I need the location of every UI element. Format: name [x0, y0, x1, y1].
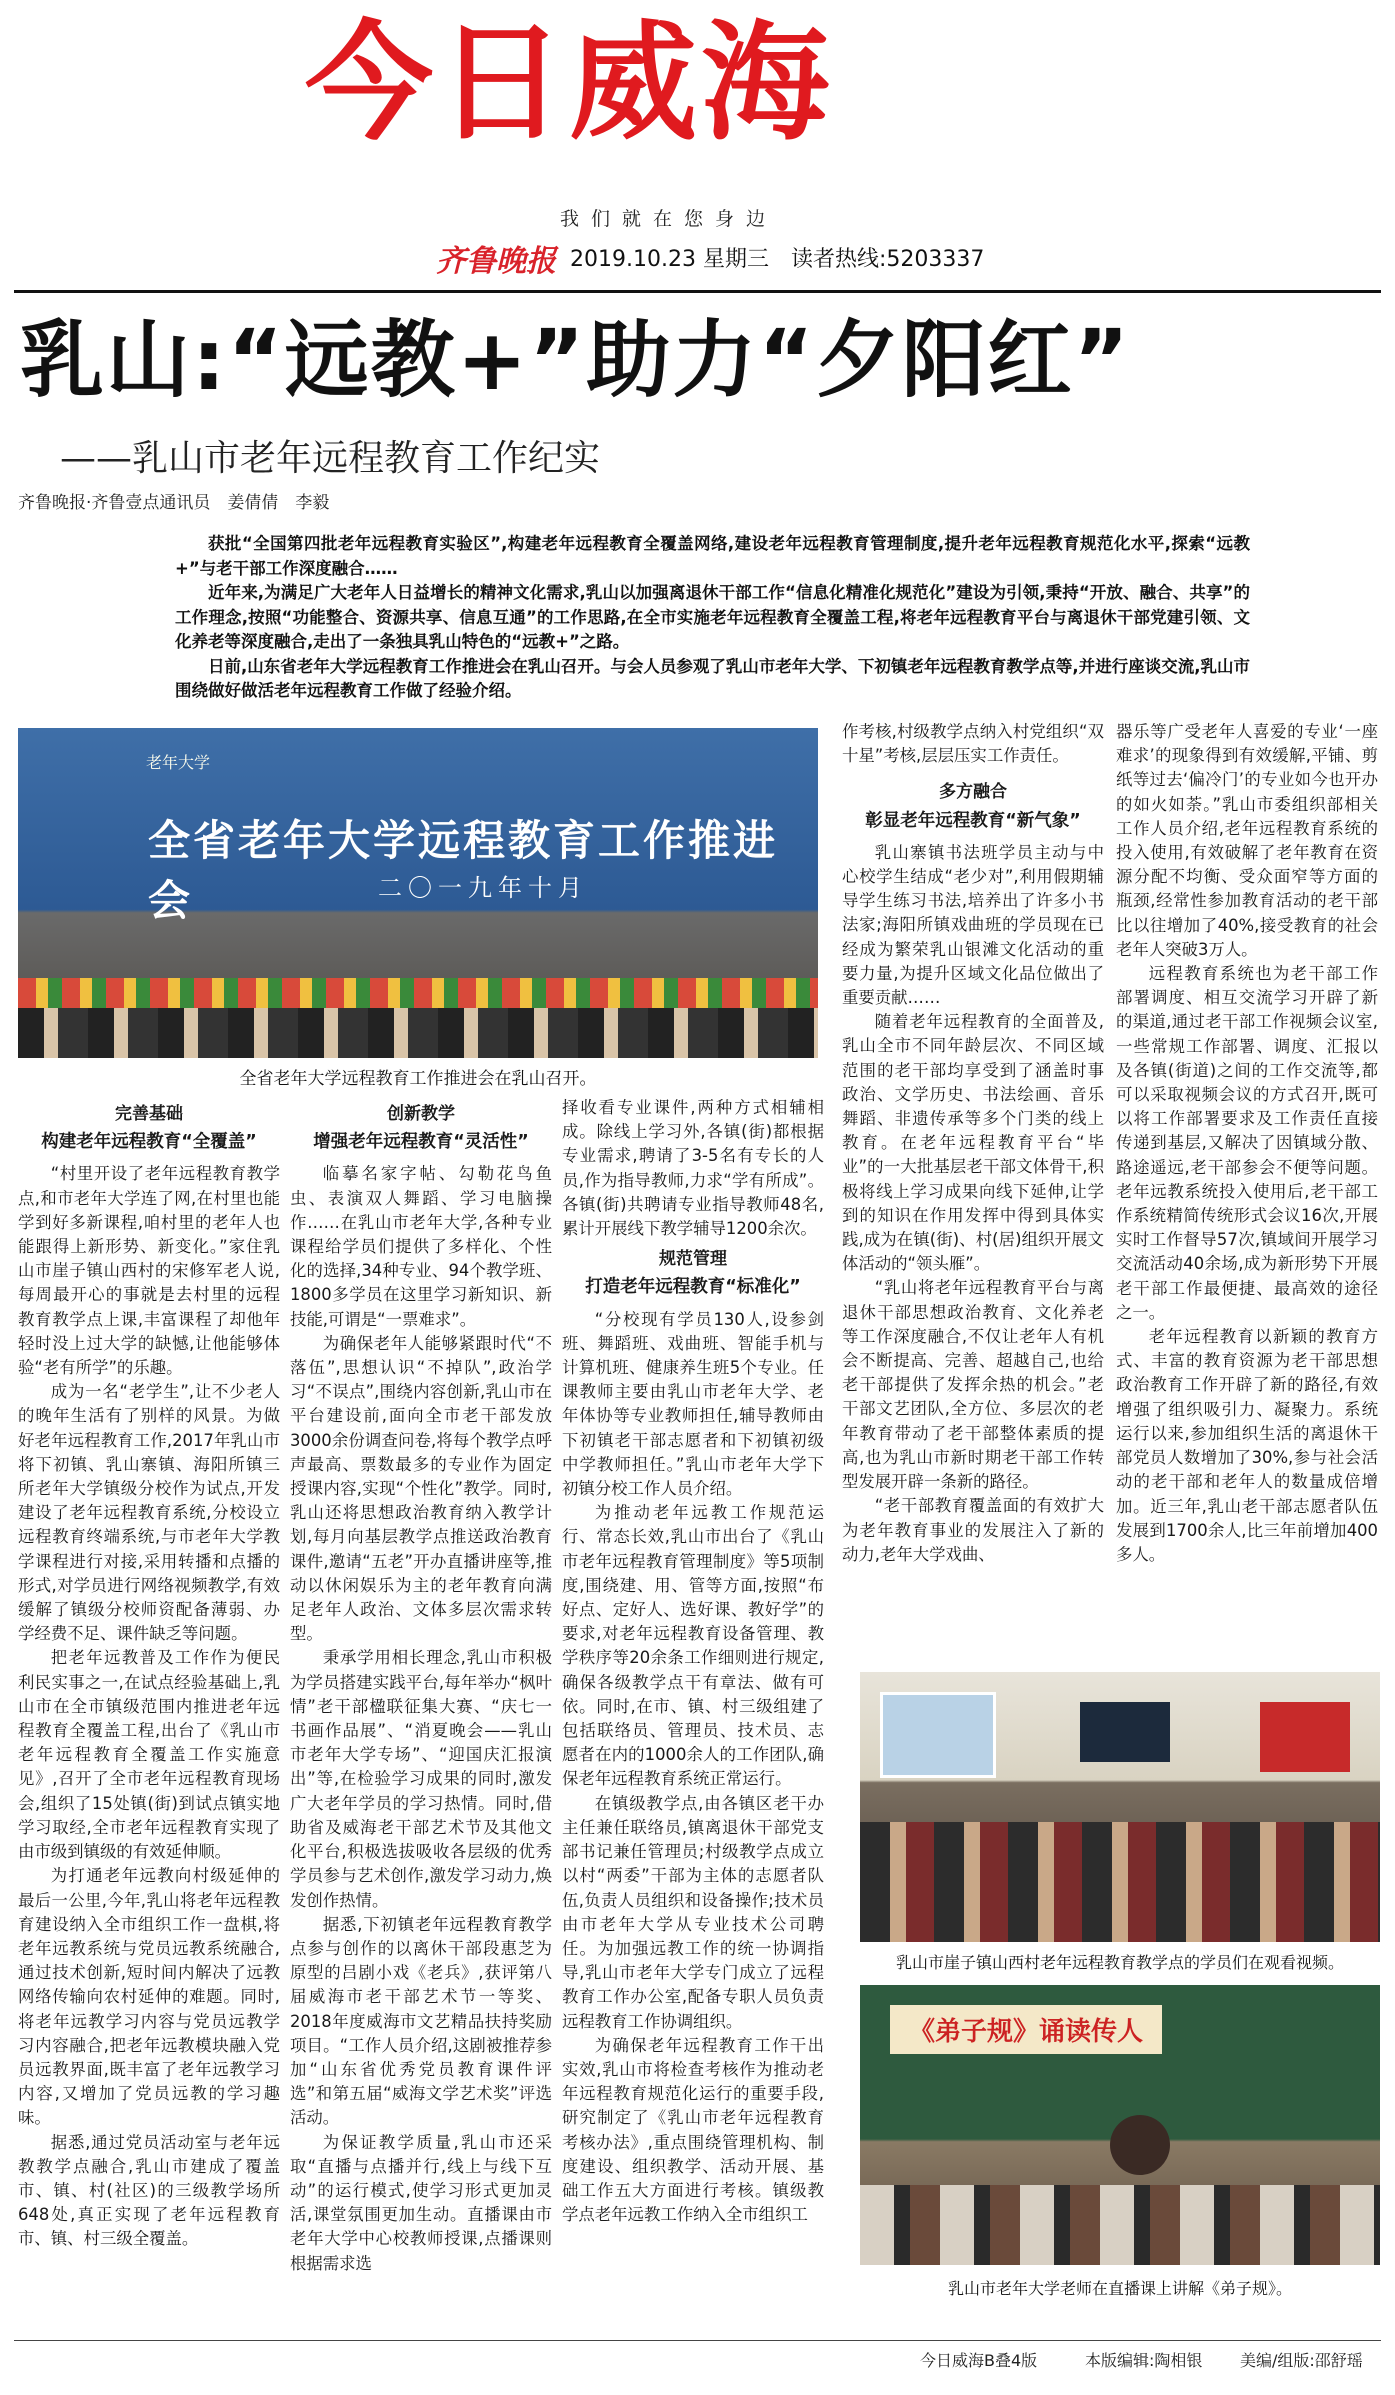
masthead-title: 今日威海	[305, 9, 834, 158]
body-paragraph: 乳山寨镇书法班学员主动与中心校学生结成“老少对”,利用假期辅导学生练习书法,培养出了许多小书法家;海阳所镇戏曲班的学员现在已经成为繁荣乳山银滩文化活动的重要力量,为提升区域文化品位做出了重要贡献……	[842, 842, 1104, 1008]
headline: 乳山:“远教+”助力“夕阳红”	[20, 311, 1131, 409]
column-1	[18, 1096, 280, 2252]
section-kicker: 多方融合	[939, 782, 1007, 803]
section-kicker: 创新教学	[387, 1104, 455, 1124]
section-title: 增强老年远程教育“灵活性”	[313, 1132, 529, 1153]
body-paragraph: 成为一名“老学生”,让不少老人的晚年生活有了别样的风景。为做好老年远程教育工作,2017年乳山市将下初镇、乳山寨镇、海阳所镇三所老年大学镇级分校作为试点,开发建设了老年远程教育系统,分校设立远程教育终端系统,与市老年大学教学课程进行对接,采用转播和点播的形式,对学员进行网络视频教学,有效缓解了镇级分校师资配备薄弱、办学经费不足、课件缺乏等问题。	[18, 1382, 280, 1644]
body-paragraph: 为打通老年远教向村级延伸的最后一公里,今年,乳山将老年远程教育建设纳入全市组织工作一盘棋,将老年远教系统与党员远教系统融合,通过技术创新,短时间内解决了远教网络传输向农村延伸的难题。同时,将老年远教学习内容与党员远教学习内容融合,把老年远教模块融入党员远教界面,既丰富了老年远教学习内容,又增加了党员远教的学习趣味。	[18, 1866, 280, 2128]
body-paragraph: 临摹名家字帖、勾勒花鸟鱼虫、表演双人舞蹈、学习电脑操作……在乳山市老年大学,各种专业课程给学员们提供了多样化、个性化的选择,34种专业、94个教学班、1800多学员在这里学习新知识、新技能,可谓是“一票难求”。	[290, 1164, 552, 1329]
body-paragraph: “老干部教育覆盖面的有效扩大为老年教育事业的发展注入了新的动力,老年大学戏曲、	[842, 1496, 1104, 1564]
section-kicker: 规范管理	[659, 1249, 727, 1270]
body-paragraph: “乳山将老年远程教育平台与离退休干部思想政治教育、文化养老等工作深度融合,不仅让老年人有机会不断提高、完善、超越自己,也给老干部提供了发挥余热的机会。”老干部文艺团队,全方位、多层次的老年教育带动了老干部整体素质的提高,也为乳山市新时期老干部工作转型发展开辟一条新的路径。	[842, 1278, 1104, 1492]
body-paragraph: 在镇级教学点,由各镇区老干办主任兼任联络员,镇离退休干部党支部书记兼任管理员;村级教学点成立以村“两委”干部为主体的志愿者队伍,负责人员组织和设备操作;技术员由市老年大学从专业技术公司聘任。为加强远教工作的统一协调指导,乳山市老年大学专门成立了远程教育工作办公室,配备专职人员负责远程教育工作协调组织。	[562, 1793, 824, 2031]
footer-page: 今日威海B叠4版	[920, 2351, 1038, 2370]
teacher	[1110, 2115, 1170, 2175]
body-paragraph: 为确保老年远程教育工作干出实效,乳山市将检查考核作为推动老年远程教育规范化运行的重要手段,研究制定了《乳山市老年远程教育考核办法》,重点围绕管理机构、制度建设、组织教学、活动开展、基础工作五大方面进行考核。镇级教学点老年远教工作纳入全市组织工	[562, 2035, 824, 2225]
photo1-caption: 全省老年大学远程教育工作推进会在乳山召开。	[239, 1069, 597, 1089]
lead-paragraph: 日前,山东省老年大学远程教育工作推进会在乳山召开。与会人员参观了乳山市老年大学、下初镇老年远程教育教学点等,并进行座谈交流,乳山市围绕做好做活老年远程教育工作做了经验介绍。	[175, 656, 1250, 700]
lead-paragraph: 获批“全国第四批老年远程教育实验区”,构建老年远程教育全覆盖网络,建设老年远程教育管理制度,提升老年远程教育规范化水平,探索“远教+”与老干部工作深度融合……	[175, 534, 1250, 578]
date-line	[570, 242, 984, 273]
meeting-photo	[18, 728, 818, 1058]
audience	[860, 2185, 1380, 2265]
masthead-slogan: 我们就在您身边	[560, 208, 778, 230]
section-title: 构建老年远程教育“全覆盖”	[41, 1132, 257, 1153]
body-paragraph: “村里开设了老年远程教育教学点,和市老年大学连了网,在村里也能学到好多新课程,咱村里的老年人也能跟得上新形势、新变化。”家住乳山市崖子镇山西村的宋修军老人说,每周最开心的事就是去村里的远程教育教学点上课,丰富课程了却他年轻时没上过大学的缺憾,让他能够体验“老有所学”的乐趣。	[18, 1164, 280, 1378]
body-paragraph: “分校现有学员130人,设参剑班、舞蹈班、戏曲班、智能手机与计算机班、健康养生班5个专业。任课教师主要由乳山市老年大学、老年体协等专业教师担任,辅导教师由下初镇老干部志愿者和下初镇初级中学教师担任。”乳山市老年大学下初镇分校工作人员介绍。	[562, 1309, 824, 1499]
lecture-photo	[860, 1985, 1380, 2265]
top-rule	[14, 290, 1381, 293]
issue-date: 2019.10.23 星期三	[570, 247, 769, 272]
footer-editor: 本版编辑:陶相银	[1085, 2351, 1203, 2370]
lead-paragraphs	[175, 532, 1250, 704]
lead-paragraph: 近年来,为满足广大老年人日益增长的精神文化需求,乳山以加强离退休干部工作“信息化精准化规范化”建设为引领,秉持“开放、融合、共享”的工作理念,按照“功能整合、资源共享、信息互通”的工作思路,在全市实施老年远程教育全覆盖工程,将老年远程教育平台与离退休干部党建引领、文化养老等深度融合,走出了一条独具乳山特色的“远教+”之路。	[175, 583, 1250, 651]
section-kicker: 完善基础	[115, 1104, 183, 1124]
subheadline: ——乳山市老年远程教育工作纪实	[60, 438, 601, 479]
body-paragraph: 把老年远教普及工作作为便民利民实事之一,在试点经验基础上,乳山市在全市镇级范围内推进老年远程教育全覆盖工程,出台了《乳山市老年远程教育全覆盖工作实施意见》,召开了全市老年远程教育现场会,组织了15处镇(街)到试点镇实地学习取经,全市老年远程教育实现了由市级到镇级的有效延伸顺。	[18, 1648, 280, 1862]
body-paragraph: 老年远程教育以新颖的教育方式、丰富的教育资源为老干部思想政治教育工作开辟了新的路径,有效增强了组织吸引力、凝聚力。系统运行以来,参加组织生活的离退休干部党员人数增加了30%,参与社会活动的老干部和老年人的数量成倍增加。近三年,乳山老干部志愿者队伍发展到1700余人,比三年前增加400多人。	[1116, 1327, 1378, 1564]
body-paragraph: 秉承学用相长理念,乳山市积极为学员搭建实践平台,每年举办“枫叶情”老干部楹联征集大赛、“庆七一书画作品展”、“消夏晚会——乳山市老年大学专场”、“迎国庆汇报演出”等,在检验学习成果的同时,激发广大老年学员的学习热情。同时,借助省及威海老干部艺术节及其他文化平台,积极选拔吸收各层级的优秀学员参与艺术创作,激发学习动力,焕发创作热情。	[290, 1648, 552, 1910]
tv-screen	[1080, 1702, 1170, 1762]
column-3	[562, 1096, 824, 2227]
body-paragraph: 远程教育系统也为老干部工作部署调度、相互交流学习开辟了新的渠道,通过老干部工作视频会议室,一些常规工作部署、调度、汇报以及各镇(街道)之间的工作交流等,都可以采取视频会议的方式召开,既可以将工作部署要求及工作责任直接传递到基层,又解决了因镇域分散、路途遥远,老干部参会不便等问题。老年远教系统投入使用后,老干部工作系统精简传统形式会议16次,开展实时工作督导57次,镇域间开展学习交流活动40余场,成为新形势下开展老干部工作最便捷、最高效的途径之一。	[1116, 964, 1378, 1322]
students	[860, 1822, 1380, 1942]
body-paragraph: 为确保老年人能够紧跟时代“不落伍”,思想认识“不掉队”,政治学习“不误点”,围绕内容创新,乳山市在平台建设前,面向全市老干部发放3000余份调查问卷,将每个教学点呼声最高、票数最多的专业作为固定授课内容,实现“个性化”教学。同时,乳山还将思想政治教育纳入教学计划,每月向基层教学点推送政治教育课件,邀请“五老”开办直播讲座等,推动以休闲娱乐为主的老年教育向满足老年人政治、文体多层次需求转型。	[290, 1333, 552, 1644]
window	[880, 1692, 996, 1778]
body-paragraph: 为推动老年远教工作规范运行、常态长效,乳山市出台了《乳山市老年远程教育管理制度》等5项制度,围绕建、用、管等方面,按照“布好点、定好人、选好课、教好学”的要求,对老年远程教育设备管理、教学秩序等20余条工作细则进行规定,确保各级教学点干有章法、做有可依。同时,在市、镇、村三级组建了包括联络员、管理员、技术员、志愿者在内的1000余人的工作团队,确保老年远程教育系统正常运行。	[562, 1503, 824, 1789]
photo3-caption: 乳山市老年大学老师在直播课上讲解《弟子规》。	[947, 2279, 1292, 2298]
column-5	[1116, 720, 1378, 1567]
reader-hotline: 读者热线:5203337	[790, 247, 985, 272]
classroom-photo	[860, 1672, 1380, 1942]
bottom-rule	[14, 2340, 1381, 2341]
body-paragraph: 择收看专业课件,两种方式相辅相成。除线上学习外,各镇(街)都根据专业需求,聘请了3-5名有专长的人员,作为指导教师,力求“学有所成”。各镇(街)共聘请专业指导教师48名,累计开展线下教学辅导1200余次。	[562, 1098, 824, 1239]
photo-logo: 老年大学	[146, 753, 211, 772]
column-4	[842, 720, 1104, 1567]
body-paragraph: 据悉,下初镇老年远程教育教学点参与创作的以离休干部段惠芝为原型的吕剧小戏《老兵》,获评第八届威海市老干部艺术节一等奖、2018年度威海市文艺精品扶持奖励项目。“工作人员介绍,这剧被推荐参加“山东省优秀党员教育课件评选”和第五届“威海文学艺术奖”评选活动。	[290, 1914, 552, 2128]
board-banner: 《弟子规》诵读传人	[890, 2005, 1162, 2054]
body-paragraph: 器乐等广受老年人喜爱的专业‘一座难求’的现象得到有效缓解,平铺、剪纸等过去‘偏冷门’的专业如今也开办的如火如荼。”乳山市委组织部相关工作人员介绍,老年远程教育系统的投入使用,有效破解了老年教育在资源分配不均衡、受众面窄等方面的瓶颈,经常性参加教育活动的老干部比以往增加了40%,接受教育的社会老年人突破3万人。	[1116, 722, 1378, 959]
body-paragraph: 据悉,通过党员活动室与老年远教教学点融合,乳山市建成了覆盖市、镇、村(社区)的三级教学场所648处,真正实现了老年远程教育市、镇、村三级全覆盖。	[18, 2132, 280, 2249]
banner-text: 全省老年大学远程教育工作推进会	[148, 816, 779, 925]
paper-logo: 齐鲁晚报	[436, 244, 556, 279]
byline: 齐鲁晚报·齐鲁壹点通讯员 姜倩倩 李毅	[18, 493, 330, 513]
footer-designer: 美编/组版:邵舒瑶	[1240, 2351, 1363, 2370]
body-paragraph: 随着老年远程教育的全面普及,乳山全市不同年龄层次、不同区域范围的老干部均享受到了涵盖时事政治、文学历史、书法绘画、音乐舞蹈、非遗传承等多个门类的线上教育。在老年远程教育平台“毕业”的一大批基层老干部文体骨干,积极将线上学习成果向线下延伸,让学到的知识在作用发挥中得到具体实践,成为在镇(街)、村(居)组织开展文体活动的“领头雁”。	[842, 1012, 1104, 1274]
column-2	[290, 1096, 552, 2276]
red-banner	[1260, 1702, 1350, 1772]
banner-date: 二〇一九年十月	[378, 874, 588, 902]
photo2-caption: 乳山市崖子镇山西村老年远程教育教学点的学员们在观看视频。	[895, 1953, 1344, 1972]
body-paragraph: 作考核,村级教学点纳入村党组织“双十星”考核,层层压实工作责任。	[842, 722, 1104, 766]
section-title: 彰显老年远程教育“新气象”	[865, 810, 1081, 831]
section-title: 打造老年远程教育“标准化”	[585, 1277, 801, 1298]
body-paragraph: 为保证教学质量,乳山市还采取“直播与点播并行,线上与线下互动”的运行模式,使学习形式更加灵活,课堂氛围更加生动。直播课由市老年大学中心校教师授课,点播课则根据需求选	[290, 2132, 552, 2273]
attendees	[18, 1008, 818, 1058]
flowers	[18, 978, 818, 1008]
